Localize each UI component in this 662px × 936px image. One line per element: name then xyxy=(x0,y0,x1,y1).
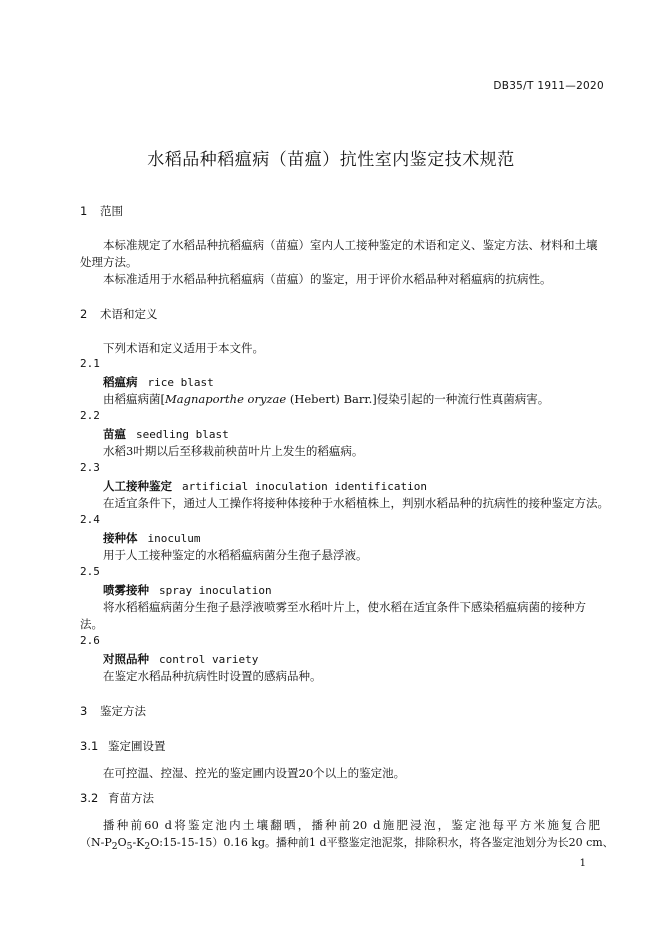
section-number: 3 xyxy=(80,704,88,718)
section-1-heading xyxy=(80,203,123,219)
paragraph: 在可控温、控湿、控光的鉴定圃内设置20个以上的鉴定池。 xyxy=(103,766,406,780)
subsection-title: 育苗方法 xyxy=(108,791,154,805)
formula-text: （N-P xyxy=(80,836,112,849)
term-number: 2.4 xyxy=(80,513,100,526)
term-title xyxy=(103,651,258,667)
paragraph-continuation: 处理方法。 xyxy=(80,255,138,269)
term-number: 2.3 xyxy=(80,461,100,474)
term-en: spray inoculation xyxy=(159,584,272,597)
subscript: 2 xyxy=(144,841,151,853)
definition-text: (Hebert) Barr.]侵染引起的一种流行性真菌病害。 xyxy=(286,392,550,406)
section-title: 范围 xyxy=(100,204,123,218)
term-definition: 水稻3叶期以后至移栽前秧苗叶片上发生的稻瘟病。 xyxy=(103,444,364,458)
paragraph-text: O:15-15-15）0.16 kg。播种前1 d平整鉴定池泥浆，排除积水，将各鉴定池划分为长20 cm、 xyxy=(150,836,614,849)
subscript: 5 xyxy=(126,841,133,853)
term-zh: 喷雾接种 xyxy=(103,583,149,597)
term-title xyxy=(103,530,200,546)
term-number: 2.6 xyxy=(80,634,100,647)
page-title: 水稻品种稻瘟病（苗瘟）抗性室内鉴定技术规范 xyxy=(147,150,515,170)
definition-text: 由稻瘟病菌[ xyxy=(103,392,165,406)
term-title xyxy=(103,478,427,494)
page-number: 1 xyxy=(579,858,586,869)
term-zh: 苗瘟 xyxy=(103,427,126,441)
subsection-number: 3.1 xyxy=(80,739,99,753)
term-definition xyxy=(103,391,549,407)
section-number: 1 xyxy=(80,204,88,218)
section-number: 2 xyxy=(80,307,88,321)
term-number: 2.5 xyxy=(80,565,100,578)
document-number: DB35/T 1911—2020 xyxy=(493,80,604,92)
formula-text: -K xyxy=(132,836,145,849)
term-title xyxy=(103,374,214,390)
section-title: 术语和定义 xyxy=(100,307,158,321)
term-definition: 在适宜条件下，通过人工操作将接种体接种于水稻植株上，判别水稻品种的抗病性的接种鉴定方法。 xyxy=(103,496,609,510)
term-title xyxy=(103,582,272,598)
term-number: 2.1 xyxy=(80,357,100,370)
paragraph: 本标准适用于水稻品种抗稻瘟病（苗瘟）的鉴定，用于评价水稻品种对稻瘟病的抗病性。 xyxy=(103,272,552,286)
scientific-name: Magnaporthe oryzae xyxy=(165,392,287,406)
term-zh: 人工接种鉴定 xyxy=(103,479,172,493)
subscript: 2 xyxy=(111,841,118,853)
term-en: rice blast xyxy=(147,376,214,389)
section-2-heading xyxy=(80,306,158,322)
term-definition: 用于人工接种鉴定的水稻稻瘟病菌分生孢子悬浮液。 xyxy=(103,548,368,562)
term-number: 2.2 xyxy=(80,409,100,422)
paragraph: 本标准规定了水稻品种抗稻瘟病（苗瘟）室内人工接种鉴定的术语和定义、鉴定方法、材料和土壤 xyxy=(103,238,598,252)
paragraph: 播种前60 d将鉴定池内土壤翻晒，播种前20 d施肥浸泡，鉴定池每平方米施复合肥 xyxy=(103,818,600,832)
term-definition: 在鉴定水稻品种抗病性时设置的感病品种。 xyxy=(103,669,322,683)
paragraph: 下列术语和定义适用于本文件。 xyxy=(103,341,264,355)
term-en: artificial inoculation identification xyxy=(182,480,428,493)
subsection-3-2-heading xyxy=(80,790,154,806)
subsection-3-1-heading xyxy=(80,738,166,754)
term-zh: 接种体 xyxy=(103,531,138,545)
subsection-title: 鉴定圃设置 xyxy=(108,739,166,753)
term-title xyxy=(103,426,229,442)
term-en: seedling blast xyxy=(136,428,229,441)
term-en: control variety xyxy=(159,653,259,666)
formula-text: O xyxy=(117,836,127,849)
term-definition: 将水稻稻瘟病菌分生孢子悬浮液喷雾至水稻叶片上，使水稻在适宜条件下感染稻瘟病菌的接种方 xyxy=(103,600,586,614)
section-3-heading xyxy=(80,703,146,719)
term-zh: 稻瘟病 xyxy=(103,375,138,389)
term-definition-continuation: 法。 xyxy=(80,617,103,631)
section-title: 鉴定方法 xyxy=(100,704,146,718)
subsection-number: 3.2 xyxy=(80,791,99,805)
term-zh: 对照品种 xyxy=(103,652,149,666)
term-en: inoculum xyxy=(147,532,201,545)
paragraph-continuation xyxy=(80,834,614,852)
